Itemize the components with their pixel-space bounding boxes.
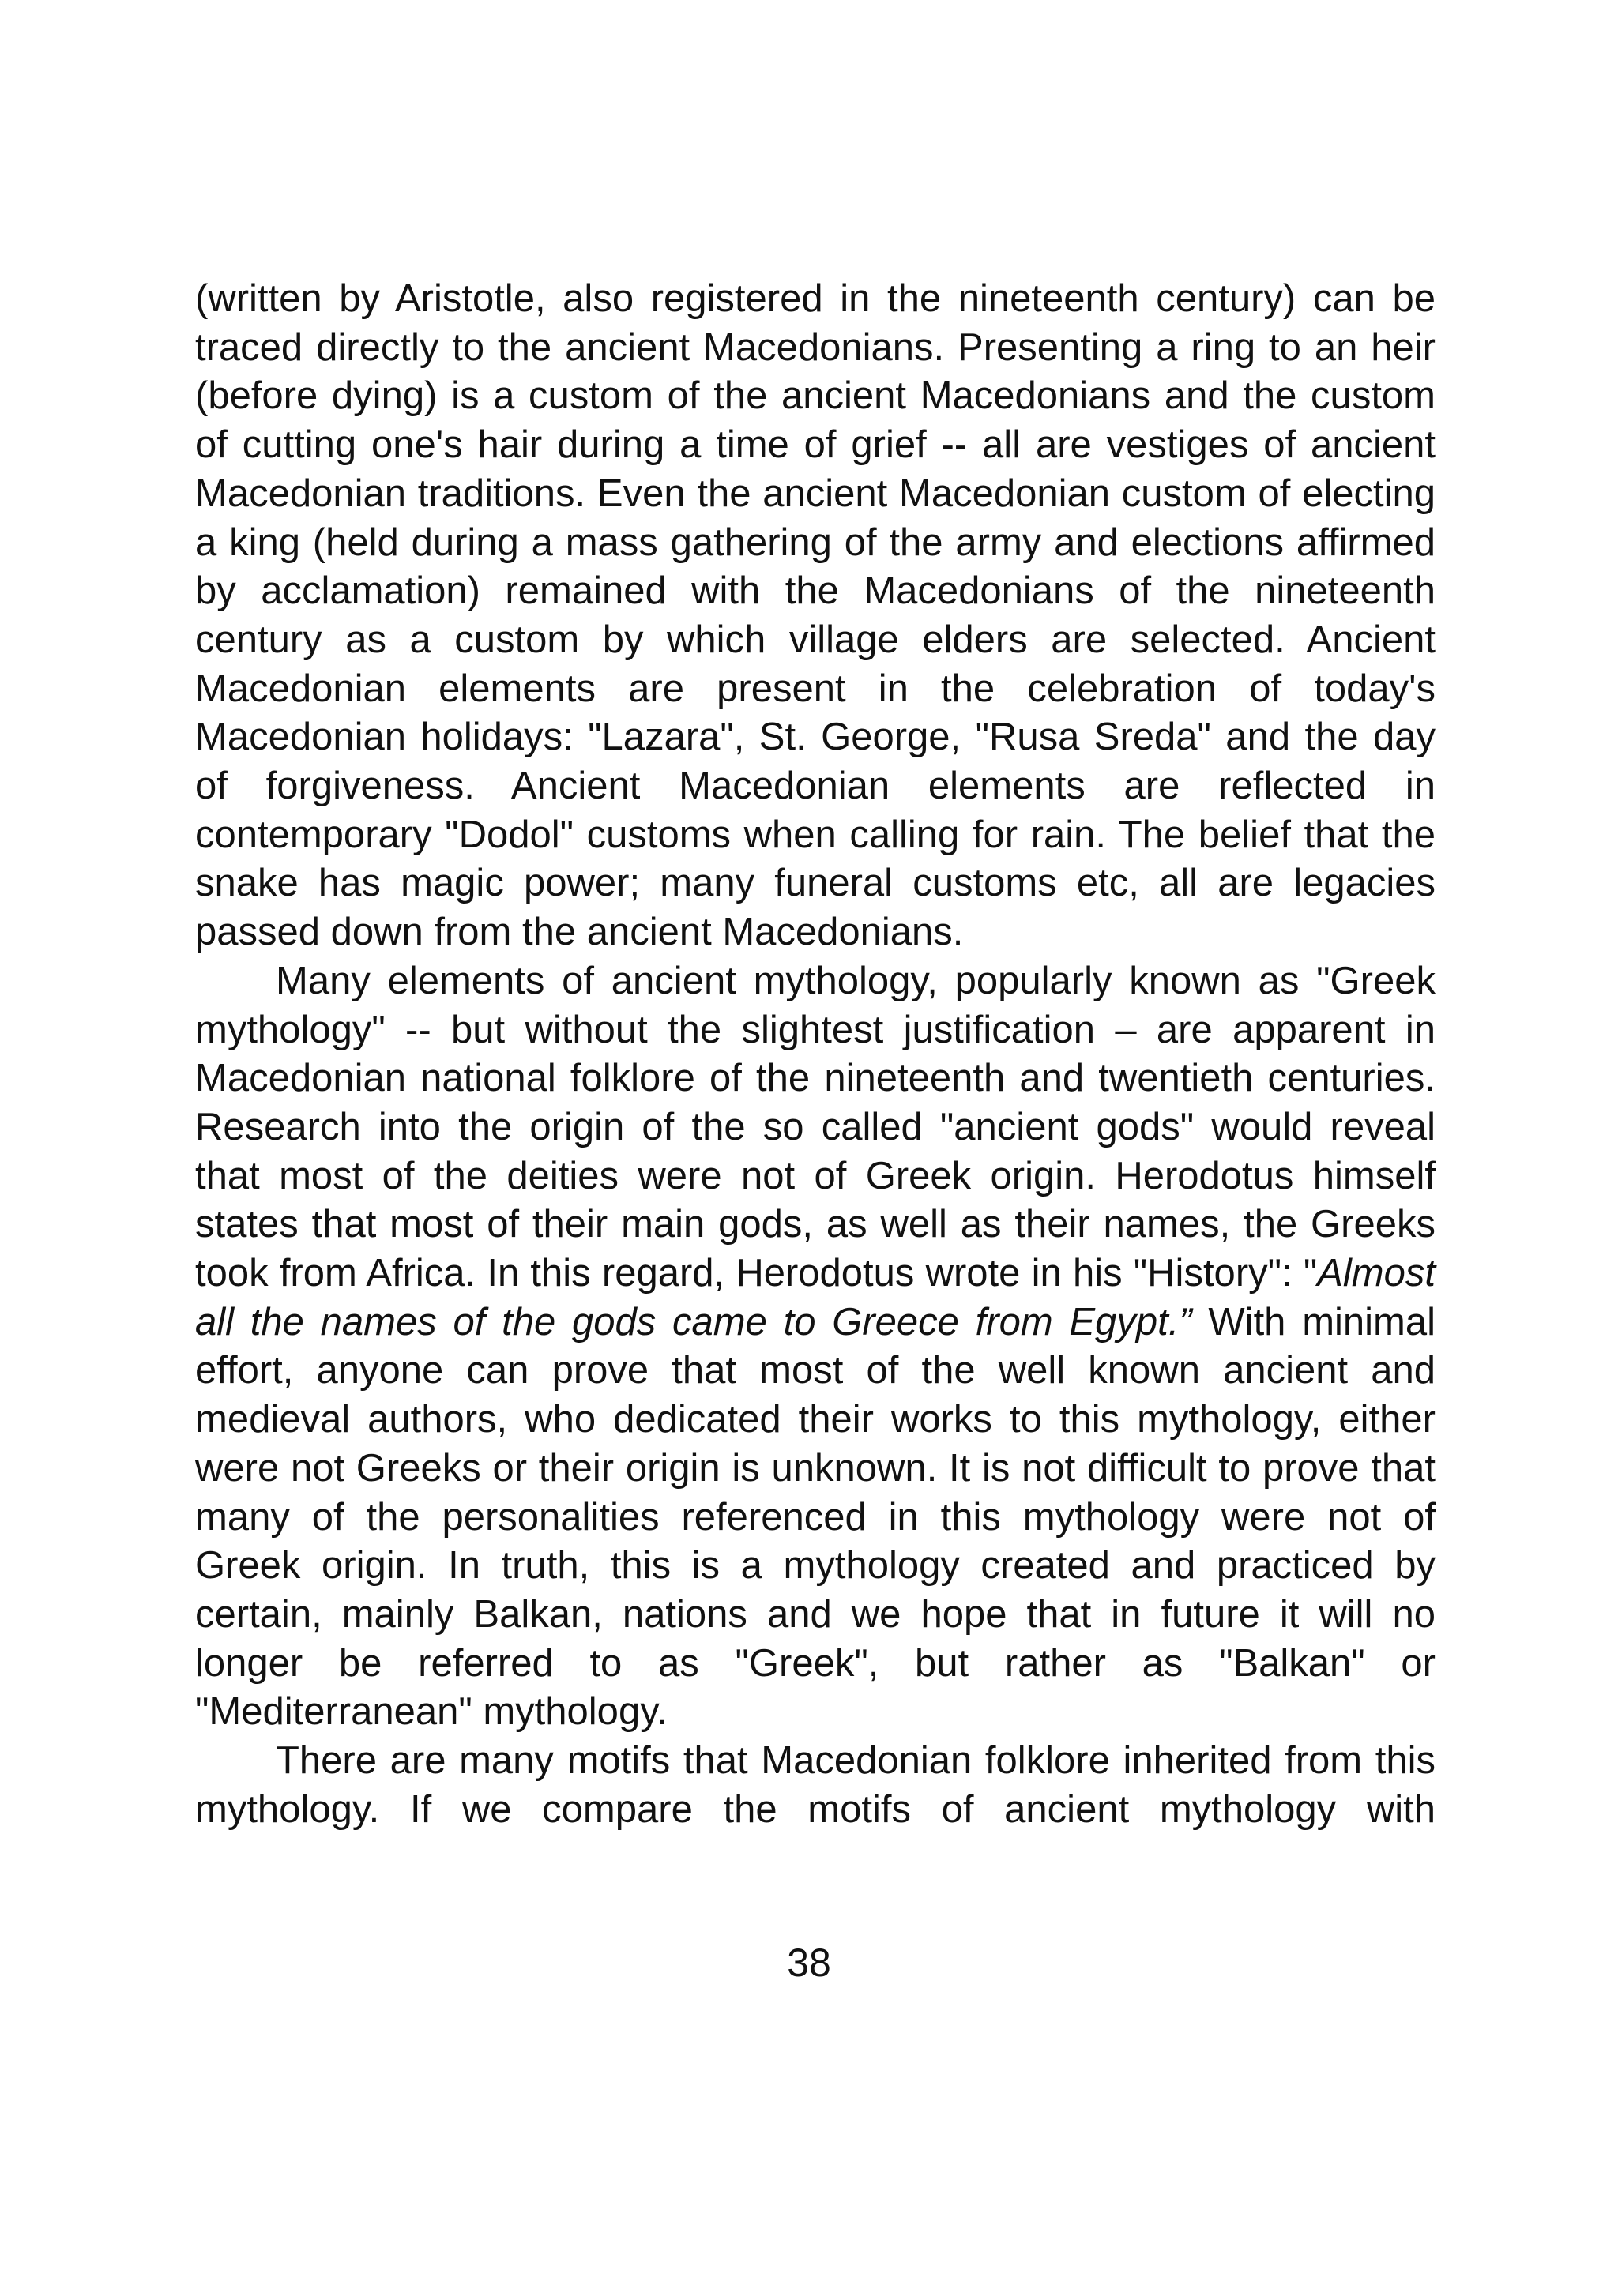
paragraph-3: There are many motifs that Macedonian folklore inherited from this mythology. If we compare the motifs of ancient mythology with	[195, 1739, 1436, 1831]
paragraph-2	[195, 957, 1436, 1737]
paragraph-2-text-before-quote: Many elements of ancient mythology, popularly known as "Greek mythology" -- but without the slightest justification – are apparent in Macedonian national folklore of the nineteenth and twentieth centuries. Research into the origin of the so called "ancient gods" would reveal that most of the deities were not of Greek origin. Herodotus himself states that most of their main gods, as well as their names, the Greeks took from Africa. In this regard, Herodotus wrote in his "History": "	[195, 959, 1436, 1295]
paragraph-1: (written by Aristotle, also registered in the nineteenth century) can be traced directly to the ancient Macedonians. Presenting a ring to an heir (before dying) is a custom of the ancient Macedonians and the custom of cutting one's hair during a time of grief -- all are vestiges of ancient Macedonian traditions. Even the ancient Macedonian custom of electing a king (held during a mass gathering of the army and elections affirmed by acclamation) remained with the Macedonians of the nineteenth century as a custom by which village elders are selected. Ancient Macedonian elements are present in the celebration of today's Macedonian holidays: "Lazara", St. George, "Rusa Sreda" and the day of forgiveness. Ancient Macedonian elements are reflected in contemporary "Dodol" customs when calling for rain. The belief that the snake has magic power; many funeral customs etc, all are legacies passed down from the ancient Macedonians.	[195, 277, 1436, 954]
body-text	[195, 275, 1436, 1835]
paragraph-2-text-after-quote: With minimal effort, anyone can prove that most of the well known ancient and medieval authors, who dedicated their works to this mythology, either were not Greeks or their origin is unknown. It is not difficult to prove that many of the personalities referenced in this mythology were not of Greek origin. In truth, this is a mythology created and practiced by certain, mainly Balkan, nations and we hope that in future it will no longer be referred to as "Greek", but rather as "Balkan" or "Mediterranean" mythology.	[195, 1300, 1436, 1734]
herodotus-quote: Almost all the names of the gods came to Greece from Egypt.”	[195, 1252, 1436, 1343]
page-number: 38	[787, 1941, 831, 1985]
